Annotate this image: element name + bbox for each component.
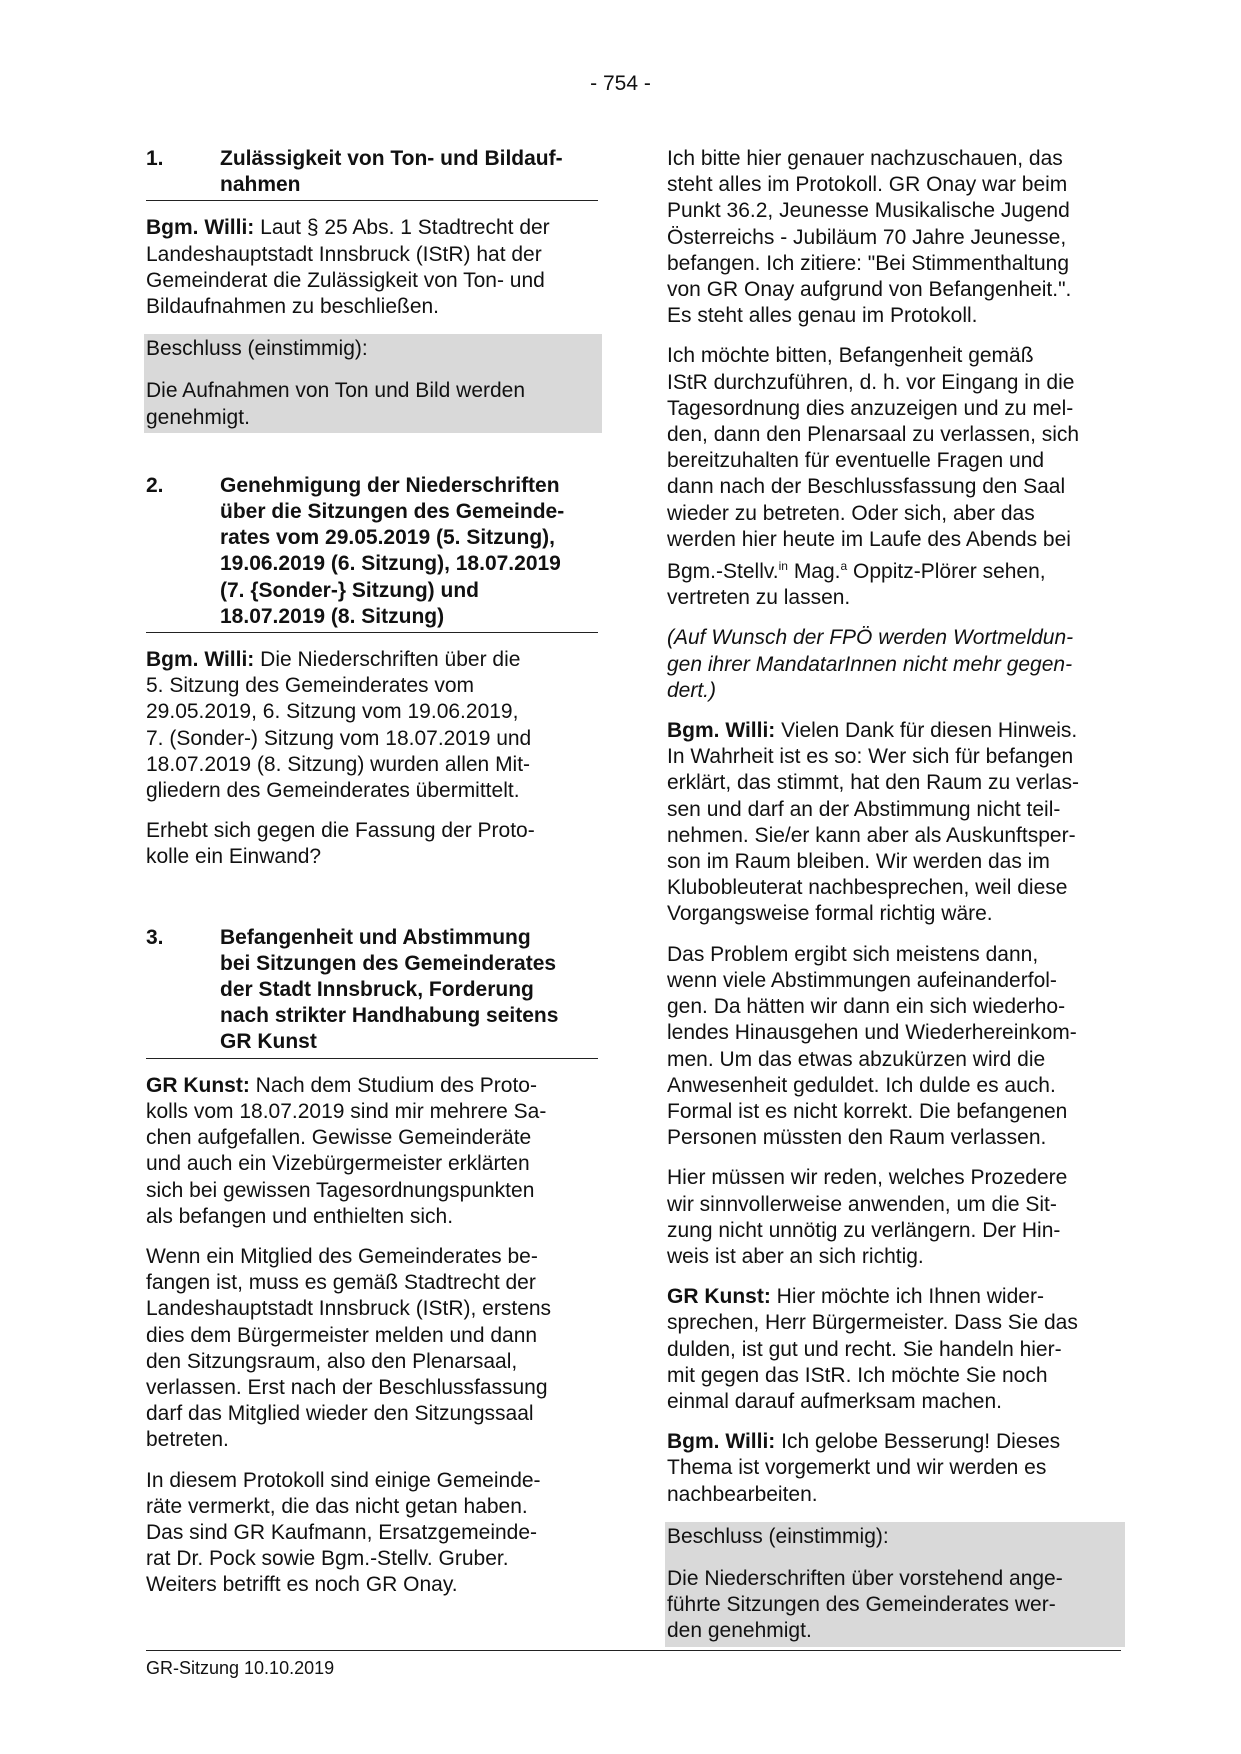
paragraph: Bgm. Willi: Die Niederschriften über die 5. Sitzung des Gemeinderates vom 29.05.2019, 6. Sitzung vom 19.06.2019, 7. (Sonder-) Sitzung vom 18.07.2019 und 18.07.2019 (8. Sitzung) wurden allen Mit- gliedern des Gemeinderates übermittelt. [146,648,532,803]
paragraph: Wenn ein Mitglied des Gemeinderates be- fangen ist, muss es gemäß Stadtrecht der Landeshauptstadt Innsbruck (IStR), erstens dies dem Bürgermeister melden und dann den Sitzungsraum, also den Plenarsaal, verlassen. Erst nach der Beschlussfassung darf das Mitglied wieder den Sitzungssaal betreten. [146,1244,552,1452]
paragraph: Bgm. Willi: Laut § 25 Abs. 1 Stadtrecht der Landeshauptstadt Innsbruck (IStR) hat der Gemeinderat die Zulässigkeit von Ton- und Bildaufnahmen zu beschließen. [146,216,550,319]
speaker-name: Bgm. Willi: [146,648,255,672]
page-number: - 754 - [590,72,651,95]
paragraph: Hier müssen wir reden, welches Prozedere wir sinnvollerweise anwenden, um die Sit- zung nicht unnötig zu verlängern. Der Hin- weis ist aber an sich richtig. [667,1166,1068,1268]
italic-note: (Auf Wunsch der FPÖ werden Wortmeldun- gen ihrer MandatarInnen nicht mehr gegen- dert.) [667,626,1074,702]
footer-divider [146,1650,1121,1651]
speaker-name: GR Kunst: [667,1285,771,1309]
paragraph: Das Problem ergibt sich meistens dann, wenn viele Abstimmungen aufeinanderfol- gen. Da hätten wir dann ein sich wiederho- lendes Hinausgehen und Wiederhereinkom- men. Um das etwas abzukürzen wird die Anwesenheit geduldet. Ich dulde es auch. Formal ist es nicht korrekt. Die befangenen Personen müssten den Raum verlassen. [667,942,1077,1150]
footer-text: GR-Sitzung 10.10.2019 [146,1658,335,1678]
resolution-box [144,334,602,433]
section-title: Befangenheit und Abstimmung bei Sitzungen des Gemeinderates der Stadt Innsbruck, Forderung nach strikter Handhabung seitens GR Kunst [220,925,559,1054]
speaker-name: Bgm. Willi: [667,719,776,743]
right-column [667,146,1121,1647]
paragraph: Ich bitte hier genauer nachzuschauen, das steht alles im Protokoll. GR Onay war beim Punkt 36.2, Jeunesse Musikalische Jugend Österreichs - Jubiläum 70 Jahre Jeunesse, befangen. Ich zitiere: "Bei Stimmenthaltung von GR Onay aufgrund von Befangenheit.". Es steht alles genau im Protokoll. [667,147,1072,328]
resolution-label: Beschluss (einstimmig): [667,1524,889,1548]
section-1-heading [146,146,598,201]
speaker-name: Bgm. Willi: [146,216,255,240]
section-number: 1. [146,147,164,170]
paragraph: Bgm. Willi: Vielen Dank für diesen Hinweis. In Wahrheit ist es so: Wer sich für befangen erklärt, das stimmt, hat den Raum zu verlas- sen und darf an der Abstimmung nicht teil- nehmen. Sie/er kann aber als Auskunftsper- son im Raum bleiben. Wir werden das im Klubobleuterat nachbesprechen, weil diese Vorgangsweise formal richtig wäre. [667,719,1079,926]
section-number: 2. [146,473,164,497]
section-3-heading [146,925,598,1059]
resolution-label: Beschluss (einstimmig): [146,337,368,361]
paragraph: Bgm. Willi: Ich gelobe Besserung! Dieses Thema ist vorgemerkt und wir werden es nachbearbeiten. [667,1430,1061,1506]
paragraph: Ich möchte bitten, Befangenheit gemäß IStR durchzuführen, d. h. vor Eingang in die Tagesordnung dies anzuzeigen und zu mel- den, dann den Plenarsaal zu verlassen, sich bereitzuhalten für eventuelle Fragen und dann nach der Beschlussfassung den Saal wieder zu betreten. Oder sich, aber das werden hier heute im Laufe des Abends bei Bgm.-Stellv.$^{in}$ Mag.$^a$ Oppitz-Plörer sehen, vertreten zu lassen. [667,344,1080,610]
paragraph: GR Kunst: Hier möchte ich Ihnen wider- sprechen, Herr Bürgermeister. Dass Sie das dulden, ist gut und recht. Sie handeln hier- mit gegen das IStR. Ich möchte Sie noch einmal darauf aufmerksam machen. [667,1285,1078,1413]
paragraph: GR Kunst: Nach dem Studium des Proto- kolls vom 18.07.2019 sind mir mehrere Sa- chen aufgefallen. Gewisse Gemeinderäte und auch ein Vizebürgermeister erklärten sich bei gewissen Tagesordnungspunkten als befangen und enthielten sich. [146,1073,547,1228]
section-title: Zulässigkeit von Ton- und Bildauf- nahmen [220,147,563,197]
section-2-heading [146,473,598,633]
resolution-text: Die Aufnahmen von Ton und Bild werden genehmigt. [146,379,526,429]
resolution-box [665,1522,1125,1647]
paragraph: In diesem Protokoll sind einige Gemeinde- räte vermerkt, die das nicht getan haben. Das sind GR Kaufmann, Ersatzgemeinde- rat Dr. Pock sowie Bgm.-Stellv. Gruber. Weiters betrifft es noch GR Onay. [146,1468,541,1597]
section-number: 3. [146,925,164,949]
left-column [146,146,598,1613]
speaker-name: Bgm. Willi: [667,1430,776,1454]
speaker-name: GR Kunst: [146,1073,250,1097]
section-title: Genehmigung der Niederschriften über die Sitzungen des Gemeinde- rates vom 29.05.2019 (5. Sitzung), 19.06.2019 (6. Sitzung), 18.07.2019 (7. {Sonder-} Sitzung) und 18.07.2019 (8. Sitzung) [220,473,565,628]
resolution-text: Die Niederschriften über vorstehend ange- führte Sitzungen des Gemeinderates wer- den genehmigt. [667,1566,1063,1643]
paragraph: Erhebt sich gegen die Fassung der Proto- kolle ein Einwand? [146,819,535,869]
